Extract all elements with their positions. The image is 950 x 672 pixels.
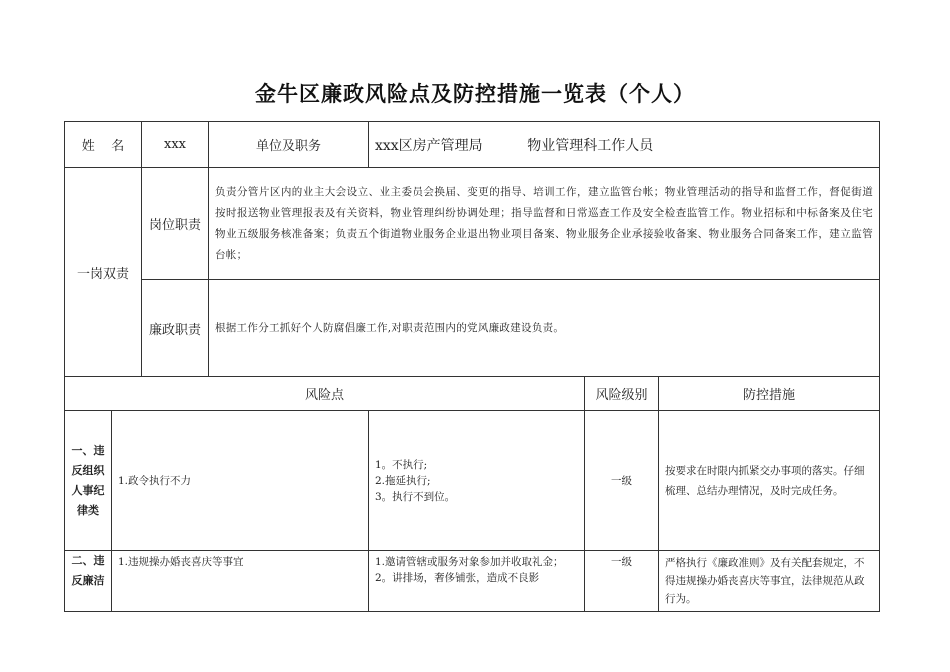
page-title: 金牛区廉政风险点及防控措施一览表（个人） — [255, 82, 695, 106]
measures-header: 防控措施 — [659, 377, 880, 411]
clean-duty-row — [65, 280, 880, 377]
risk-measure: 按要求在时限内抓紧交办事项的落实。仔细梳理、总结办理情况，及时完成任务。 — [659, 411, 880, 551]
risk-level: 一级 — [585, 411, 659, 551]
risk-header-row — [65, 377, 880, 411]
risk-category: 一、违反组织人事纪律类 — [65, 411, 112, 551]
risk-table — [64, 121, 880, 612]
risk-point-header: 风险点 — [65, 377, 585, 411]
post-duty-row — [65, 168, 880, 280]
duty-group-label: 一岗双责 — [65, 168, 142, 377]
name-label: 姓 名 — [65, 122, 142, 168]
risk-item: 1.政令执行不力 — [112, 411, 369, 551]
table-row — [65, 411, 880, 551]
position-value: xxx区房产管理局 物业管理科工作人员 — [369, 122, 880, 168]
name-value: xxx — [142, 122, 209, 168]
risk-detail: 1。不执行; 2.拖延执行; 3。执行不到位。 — [369, 411, 585, 551]
clean-duty-label: 廉政职责 — [142, 280, 209, 377]
post-duty-text: 负责分管片区内的业主大会设立、业主委员会换届、变更的指导、培训工作，建立监管台帐；物业管理活动的指导和监督工作，督促街道按时报送物业管理报表及有关资料，物业管理纠纷协调处理；指导监督和日常巡查工作及安全检查监管工作。物业招标和中标备案及住宅物业五级服务核准备案；负责五个街道物业服务企业退出物业项目备案、物业服务企业承接验收备案、物业服务合同备案工作，建立监管台帐； — [209, 168, 880, 280]
table-row — [65, 551, 880, 612]
risk-measure: 严格执行《廉政准则》及有关配套规定，不得违规操办婚丧喜庆等事宜，法律规范从政行为。 — [659, 551, 880, 612]
position-label: 单位及职务 — [209, 122, 369, 168]
header-row — [65, 122, 880, 168]
post-duty-label: 岗位职责 — [142, 168, 209, 280]
risk-detail: 1.邀请管辖或服务对象参加并收取礼金； 2。讲排场，奢侈铺张，造成不良影 — [369, 551, 585, 612]
risk-item: 1.违规操办婚丧喜庆等事宜 — [112, 551, 369, 612]
risk-level: 一级 — [585, 551, 659, 612]
clean-duty-text: 根据工作分工抓好个人防腐倡廉工作,对职责范围内的党风廉政建设负责。 — [209, 280, 880, 377]
risk-category: 二、违反廉洁 — [65, 551, 112, 612]
risk-level-header: 风险级别 — [585, 377, 659, 411]
